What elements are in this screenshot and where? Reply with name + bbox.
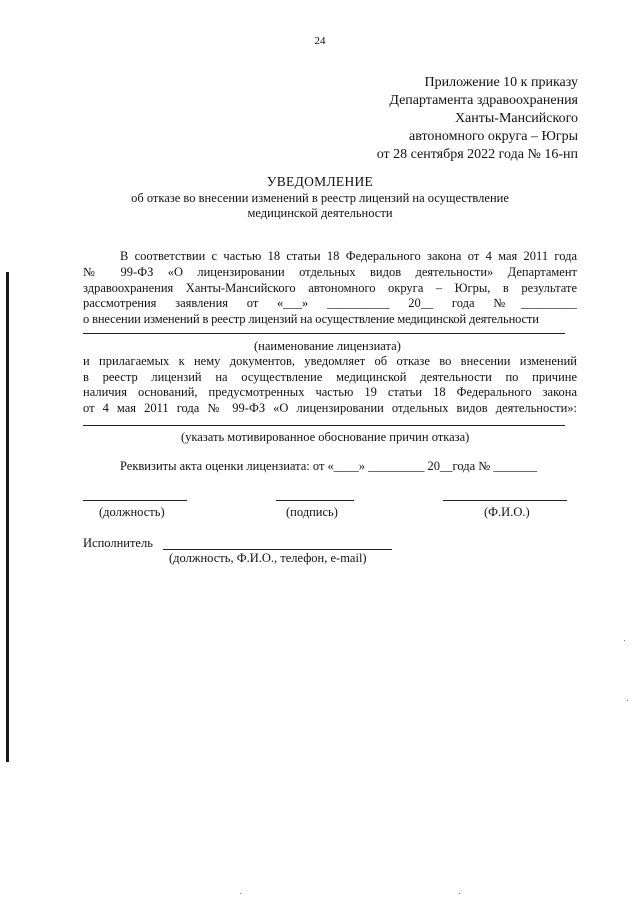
- paragraph-intro-line-5: о внесении изменений в реестр лицензий на осуществление медицинской деятельности: [83, 312, 539, 326]
- document-subtitle-line-2: медицинской деятельности: [247, 206, 393, 220]
- reason-line: [83, 425, 565, 426]
- paragraph-intro-line-1: В соответствии с частью 18 статьи 18 Федерального закона от 4 мая 2011 года: [120, 249, 577, 263]
- appendix-line-5: от 28 сентября 2022 года № 16-нп: [376, 147, 578, 162]
- paragraph-intro-line-2: № 99-ФЗ «О лицензировании отдельных видов деятельности» Департамент: [83, 265, 577, 279]
- licensee-name-line: [83, 333, 565, 334]
- appendix-line-3: Ханты-Мансийского: [454, 111, 578, 126]
- paragraph-refusal-line-3: наличия оснований, предусмотренных частью 19 статьи 18 Федерального закона: [83, 385, 577, 399]
- position-caption: (должность): [99, 505, 165, 519]
- document-title: УВЕДОМЛЕНИЕ: [266, 174, 374, 189]
- executor-line: [163, 549, 392, 550]
- scan-speck: [627, 700, 628, 701]
- paragraph-refusal-line-4: от 4 мая 2011 года № 99-ФЗ «О лицензировании отдельных видов деятельности»:: [83, 401, 577, 415]
- paragraph-intro-line-3: здравоохранения Ханты-Мансийского автономного округа – Югры, в результате: [83, 281, 577, 295]
- executor-label: Исполнитель: [83, 536, 153, 550]
- scan-speck: [624, 640, 625, 641]
- executor-caption: (должность, Ф.И.О., телефон, e-mail): [169, 551, 367, 565]
- appendix-line-4: автономного округа – Югры: [409, 129, 578, 144]
- signature-line: [276, 500, 354, 501]
- paragraph-refusal-line-2: в реестр лицензий на осуществление медицинской деятельности по причине: [83, 370, 577, 384]
- full-name-caption: (Ф.И.О.): [484, 505, 530, 519]
- appendix-line-1: Приложение 10 к приказу: [424, 75, 578, 90]
- paragraph-refusal-line-1: и прилагаемых к нему документов, уведомляет об отказе во внесении изменений: [83, 354, 577, 368]
- reason-caption: (указать мотивированное обоснование причин отказа): [181, 430, 470, 444]
- page-number: 24: [314, 35, 326, 47]
- licensee-name-caption: (наименование лицензиата): [254, 339, 401, 353]
- position-line: [83, 500, 187, 501]
- scan-speck: [459, 893, 460, 894]
- document-subtitle-line-1: об отказе во внесении изменений в реестр лицензий на осуществление: [131, 191, 509, 205]
- scan-edge-mark: [6, 272, 9, 762]
- appendix-line-2: Департамента здравоохранения: [389, 93, 578, 108]
- signature-caption: (подпись): [286, 505, 338, 519]
- paragraph-intro-line-4: рассмотрения заявления от «___» __________ 20__ года №_________: [83, 296, 577, 310]
- assessment-requisites: Реквизиты акта оценки лицензиата: от «____» _________ 20__года № _______: [120, 459, 538, 473]
- scan-speck: [240, 893, 241, 894]
- full-name-line: [443, 500, 567, 501]
